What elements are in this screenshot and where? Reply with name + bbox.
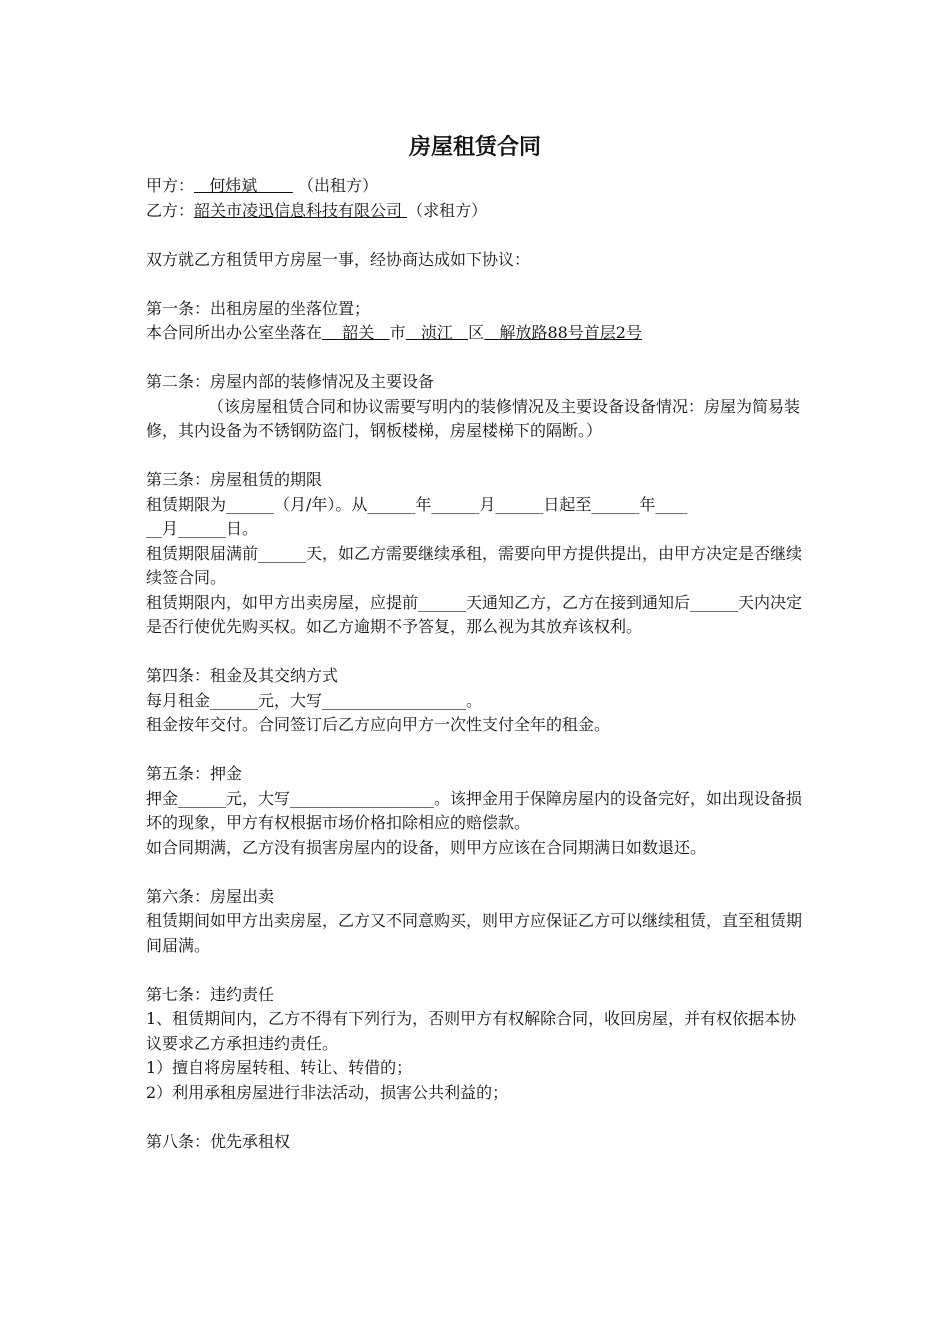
location-district-unit: 区	[468, 323, 485, 342]
article-3-renewal: 租赁期限届满前______天，如乙方需要继续承租，需要向甲方提供提出，由甲方决定是否继续续签合同。	[146, 543, 803, 587]
article-7-item-2: 2）利用承租房屋进行非法活动，损害公共利益的；	[146, 1082, 509, 1102]
article-4-monthly-rent: 每月租金______元，大写__________________。	[146, 690, 483, 710]
party-a-label: 甲方：	[146, 176, 195, 195]
article-5-deposit: 押金______元，大写__________________。该押金用于保障房屋内的设备完好，如出现设备损坏的现象，甲方有权根据市场价格扣除相应的赔偿款。	[146, 788, 803, 832]
article-5-heading: 第五条：押金	[146, 764, 243, 783]
article-3-term-line2: __月______日。	[146, 519, 259, 538]
party-b-label: 乙方：	[146, 200, 195, 220]
location-district: 浈江	[405, 323, 469, 342]
article-8-heading: 第八条：优先承租权	[146, 1131, 291, 1151]
article-1-heading: 第一条：出租房屋的坐落位置；	[146, 298, 371, 318]
article-2-heading: 第二条：房屋内部的装修情况及主要设备	[146, 372, 435, 391]
location-street: 解放路88号首层2号	[484, 323, 642, 342]
article-2-text	[146, 395, 811, 444]
party-a-line	[146, 174, 811, 199]
article-5-refund: 如合同期满，乙方没有损害房屋内的设备，则甲方应该在合同期满日如数退还。	[146, 837, 707, 857]
location-city-unit: 市	[389, 323, 406, 342]
article-3-sale-notice: 租赁期限内，如甲方出卖房屋，应提前______天通知乙方，乙方在接到通知后______天内决定是否行使优先购买权。如乙方逾期不予答复，那么视为其放弃该权利。	[146, 592, 803, 636]
party-b-role: （求租方）	[407, 200, 488, 220]
article-3-heading: 第三条：房屋租赁的期限	[146, 470, 323, 489]
article-6-heading: 第六条：房屋出卖	[146, 886, 275, 906]
intro-paragraph: 双方就乙方租赁甲方房屋一事，经协商达成如下协议：	[146, 249, 531, 269]
document-title: 房屋租赁合同	[408, 135, 541, 160]
article-6-text: 租赁期间如甲方出卖房屋，乙方又不同意购买，则甲方应保证乙方可以继续租赁，直至租赁期间届满。	[146, 911, 803, 955]
location-city: 韶关	[322, 323, 390, 342]
party-a-name: 何炜斌	[194, 176, 293, 195]
location-prefix: 本合同所出办公室坐落在	[146, 323, 323, 342]
article-4-payment: 租金按年交付。合同签订后乙方应向甲方一次性支付全年的租金。	[146, 715, 611, 734]
party-a-role: （出租方）	[292, 176, 378, 195]
party-b-line	[146, 199, 811, 224]
article-7-clause-1: 1、租赁期间内，乙方不得有下列行为，否则甲方有权解除合同，收回房屋，并有权依据本协议要求乙方承担违约责任。	[146, 1009, 797, 1053]
article-2-text-content: （该房屋租赁合同和协议需要写明内的装修情况及主要设备设备情况：房屋为简易装修，其内设备为不锈钢防盗门，钢板楼梯，房屋楼梯下的隔断。）	[146, 396, 801, 440]
article-4-heading: 第四条：租金及其交纳方式	[146, 666, 339, 685]
contract-body	[146, 174, 811, 1154]
article-3-term-line1: 租赁期限为______（月/年）。从______年______月______日起至______年____	[146, 494, 688, 514]
party-b-name: 韶关市凌迅信息科技有限公司	[194, 200, 408, 220]
article-7-item-1: 1）擅自将房屋转租、转让、转借的；	[146, 1058, 413, 1077]
article-1-location	[146, 321, 811, 346]
article-7-heading: 第七条：违约责任	[146, 984, 275, 1004]
